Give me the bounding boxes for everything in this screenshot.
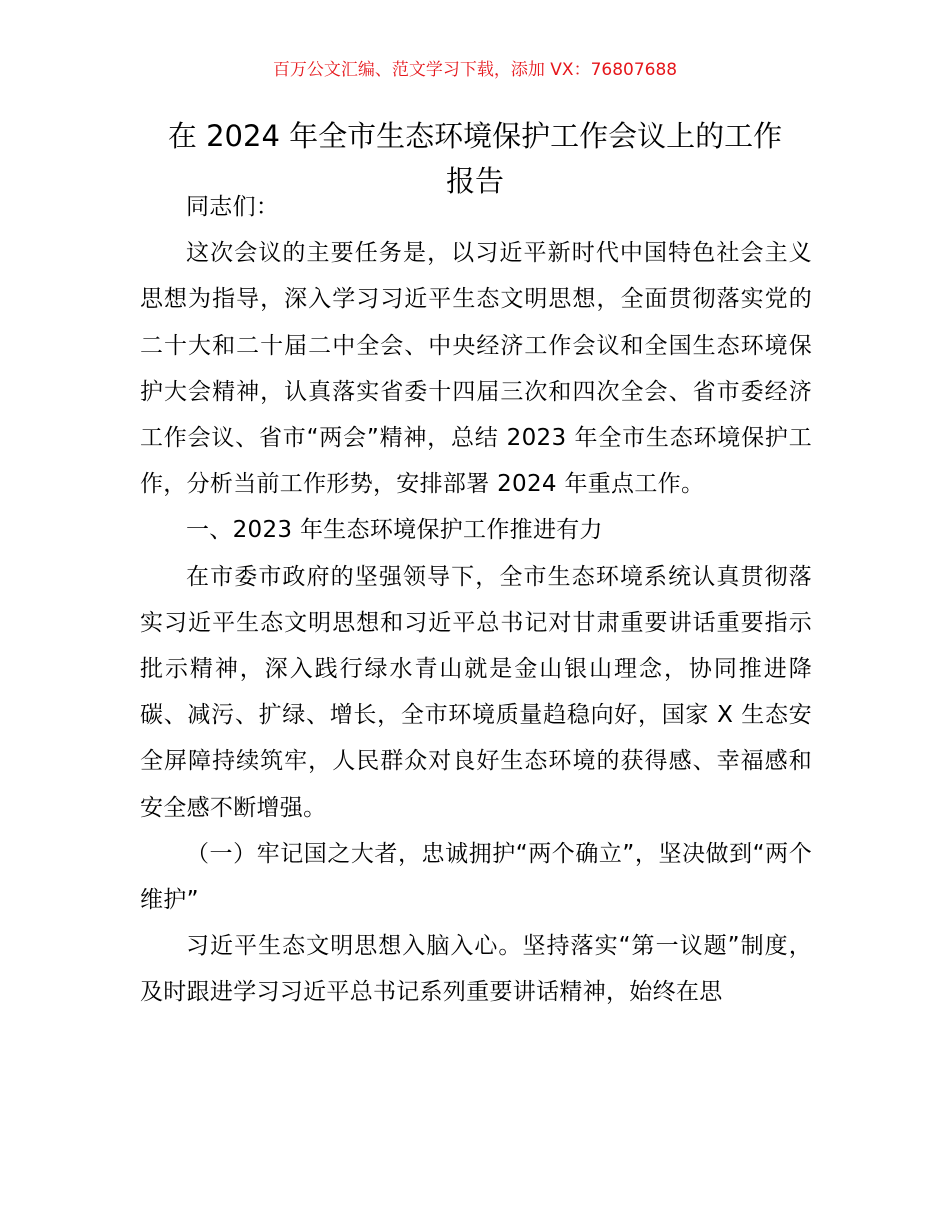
paragraph-summary: 在市委市政府的坚强领导下，全市生态环境系统认真贯彻落实习近平生态文明思想和习近平总书记对甘肃重要讲话重要指示批示精神，深入践行绿水青山就是金山银山理念，协同推进降碳、减污、扩绿、增长，全市环境质量趋稳向好，国家 X 生态安全屏障持续筑牢，人民群众对良好生态环境的获得感、幸福感和安全感不断增强。	[140, 563, 812, 821]
subsection-heading-1: （一）牢记国之大者，忠诚拥护“两个确立”，坚决做到“两个维护”	[140, 840, 812, 914]
document-body	[140, 184, 812, 1016]
watermark-banner: 百万公文汇编、范文学习下载，添加 VX：76807688	[272, 60, 678, 80]
section-heading-1: 一、2023 年生态环境保护工作推进有力	[186, 517, 603, 544]
paragraph-intro: 这次会议的主要任务是，以习近平新时代中国特色社会主义思想为指导，深入学习习近平生态文明思想，全面贯彻落实党的二十大和二十届二中全会、中央经济工作会议和全国生态环境保护大会精神，认真落实省委十四届三次和四次全会、省市委经济工作会议、省市“两会”精神，总结 2023 年全市生态环境保护工作，分析当前工作形势，安排部署 2024 年重点工作。	[140, 240, 812, 498]
title-line-1: 在 2024 年全市生态环境保护工作会议上的工作	[167, 119, 783, 153]
paragraph-detail: 习近平生态文明思想入脑入心。坚持落实“第一议题”制度，及时跟进学习习近平总书记系列重要讲话精神，始终在思	[140, 933, 812, 1006]
title-line-2: 报告	[445, 164, 504, 198]
greeting: 同志们：	[186, 194, 280, 220]
